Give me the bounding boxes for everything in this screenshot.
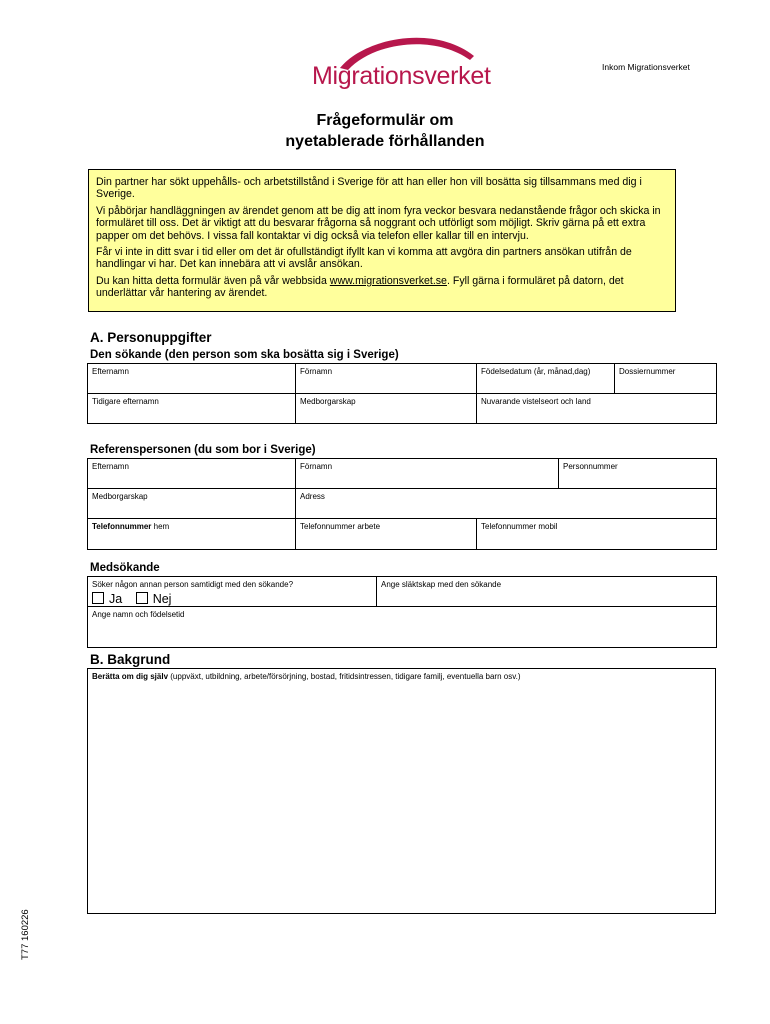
field-label: Medborgarskap [300, 397, 356, 406]
info-paragraph-1: Din partner har sökt uppehålls- och arbetstillstånd i Sverige för att han eller hon vill bosätta sig tillsammans med dig i Sverige. [96, 176, 642, 201]
field-label: Nuvarande vistelseort och land [481, 397, 591, 406]
reference-adress-field[interactable] [296, 489, 717, 519]
info-paragraph-2: Vi påbörjar handläggningen av ärendet genom att be dig att inom fyra veckor besvara nedanstående frågor och skicka in formuläret till oss. Det är viktigt att du besvarar frågorna så noggrant och utförligt som möjligt. Skriv gärna på ett extra papper om det behövs. I vissa fall kontaktar vi dig också via telefon eller kallar till en intervju. [96, 204, 661, 242]
reference-telefon-hem-field[interactable] [88, 519, 296, 550]
info-paragraph-4 [96, 275, 669, 300]
logo-text: Migrationsverket [312, 62, 491, 90]
website-link[interactable]: www.migrationsverket.se [329, 274, 447, 287]
title-line-1: Frågeformulär om [316, 112, 454, 129]
applicant-efternamn-field[interactable] [88, 364, 296, 394]
ja-checkbox[interactable] [92, 592, 104, 604]
title-line-2: nyetablerade förhållanden [285, 133, 485, 150]
reference-medborgarskap-field[interactable] [88, 489, 296, 519]
applicant-medborgarskap-field[interactable] [296, 394, 477, 424]
applicant-fornamn-field[interactable] [296, 364, 477, 394]
field-label: Förnamn [300, 367, 333, 376]
section-b-heading: B. Bakgrund [90, 652, 171, 667]
section-a-heading: A. Personuppgifter [90, 330, 212, 345]
field-label: Söker någon annan person samtidigt med den sökande? [92, 580, 294, 589]
field-label: Dossiernummer [619, 367, 676, 376]
form-code: T77 160226 [20, 909, 31, 960]
reference-telefon-arbete-field[interactable] [296, 519, 477, 550]
field-label: (uppväxt, utbildning, arbete/försörjning, bostad, fritidsintressen, tidigare familj, eventuella barn osv.) [168, 672, 521, 681]
field-label: hem [151, 522, 170, 531]
nej-label: Nej [152, 592, 172, 606]
medsokande-question-field [88, 577, 377, 607]
field-label: Telefonnummer arbete [300, 522, 381, 531]
bakgrund-textarea[interactable] [87, 668, 716, 914]
applicant-vistelseort-field[interactable] [477, 394, 717, 424]
medsokande-table [87, 576, 717, 648]
medsokande-slaktskap-field[interactable] [377, 577, 717, 607]
applicant-table [87, 363, 717, 424]
applicant-dossiernummer-field[interactable] [615, 364, 717, 394]
field-label: Förnamn [300, 462, 333, 471]
info-text: . Fyll gärna i formuläret på datorn, det underlättar vår hantering av ärendet. [96, 274, 624, 300]
field-label: Födelsedatum (år, månad,dag) [481, 367, 591, 376]
nej-checkbox[interactable] [136, 592, 148, 604]
field-label-bold: Berätta om dig själv [92, 672, 169, 681]
reference-personnummer-field[interactable] [559, 459, 717, 489]
field-label: Ange släktskap med den sökande [381, 580, 502, 589]
reference-fornamn-field[interactable] [296, 459, 559, 489]
field-label-bold: Telefonnummer [92, 522, 152, 531]
medsokande-heading: Medsökande [90, 562, 160, 574]
medsokande-namn-field[interactable] [88, 607, 717, 648]
ja-label: Ja [109, 592, 123, 606]
page-title [0, 110, 770, 152]
inkom-label: Inkom Migrationsverket [602, 62, 690, 72]
applicant-tidigare-efternamn-field[interactable] [88, 394, 296, 424]
reference-telefon-mobil-field[interactable] [477, 519, 717, 550]
field-label: Ange namn och födelsetid [92, 610, 185, 619]
info-box [88, 169, 676, 312]
field-label: Tidigare efternamn [92, 397, 159, 406]
reference-table [87, 458, 717, 550]
reference-efternamn-field[interactable] [88, 459, 296, 489]
field-label: Medborgarskap [92, 492, 148, 501]
applicant-heading: Den sökande (den person som ska bosätta sig i Sverige) [90, 349, 399, 361]
info-paragraph-3: Får vi inte in ditt svar i tid eller om det är ofullständigt ifyllt kan vi komma att avgöra din partners ansökan utifrån de handlingar vi har. Det kan innebära att vi avslår ansökan. [96, 246, 632, 271]
field-label: Telefonnummer mobil [481, 522, 558, 531]
info-text: Du kan hitta detta formulär även på vår webbsida [96, 274, 330, 287]
field-label: Personnummer [563, 462, 618, 471]
field-label: Efternamn [92, 462, 129, 471]
applicant-fodelsedatum-field[interactable] [477, 364, 615, 394]
field-label: Adress [300, 492, 325, 501]
field-label: Efternamn [92, 367, 129, 376]
reference-heading: Referenspersonen (du som bor i Sverige) [90, 444, 316, 456]
